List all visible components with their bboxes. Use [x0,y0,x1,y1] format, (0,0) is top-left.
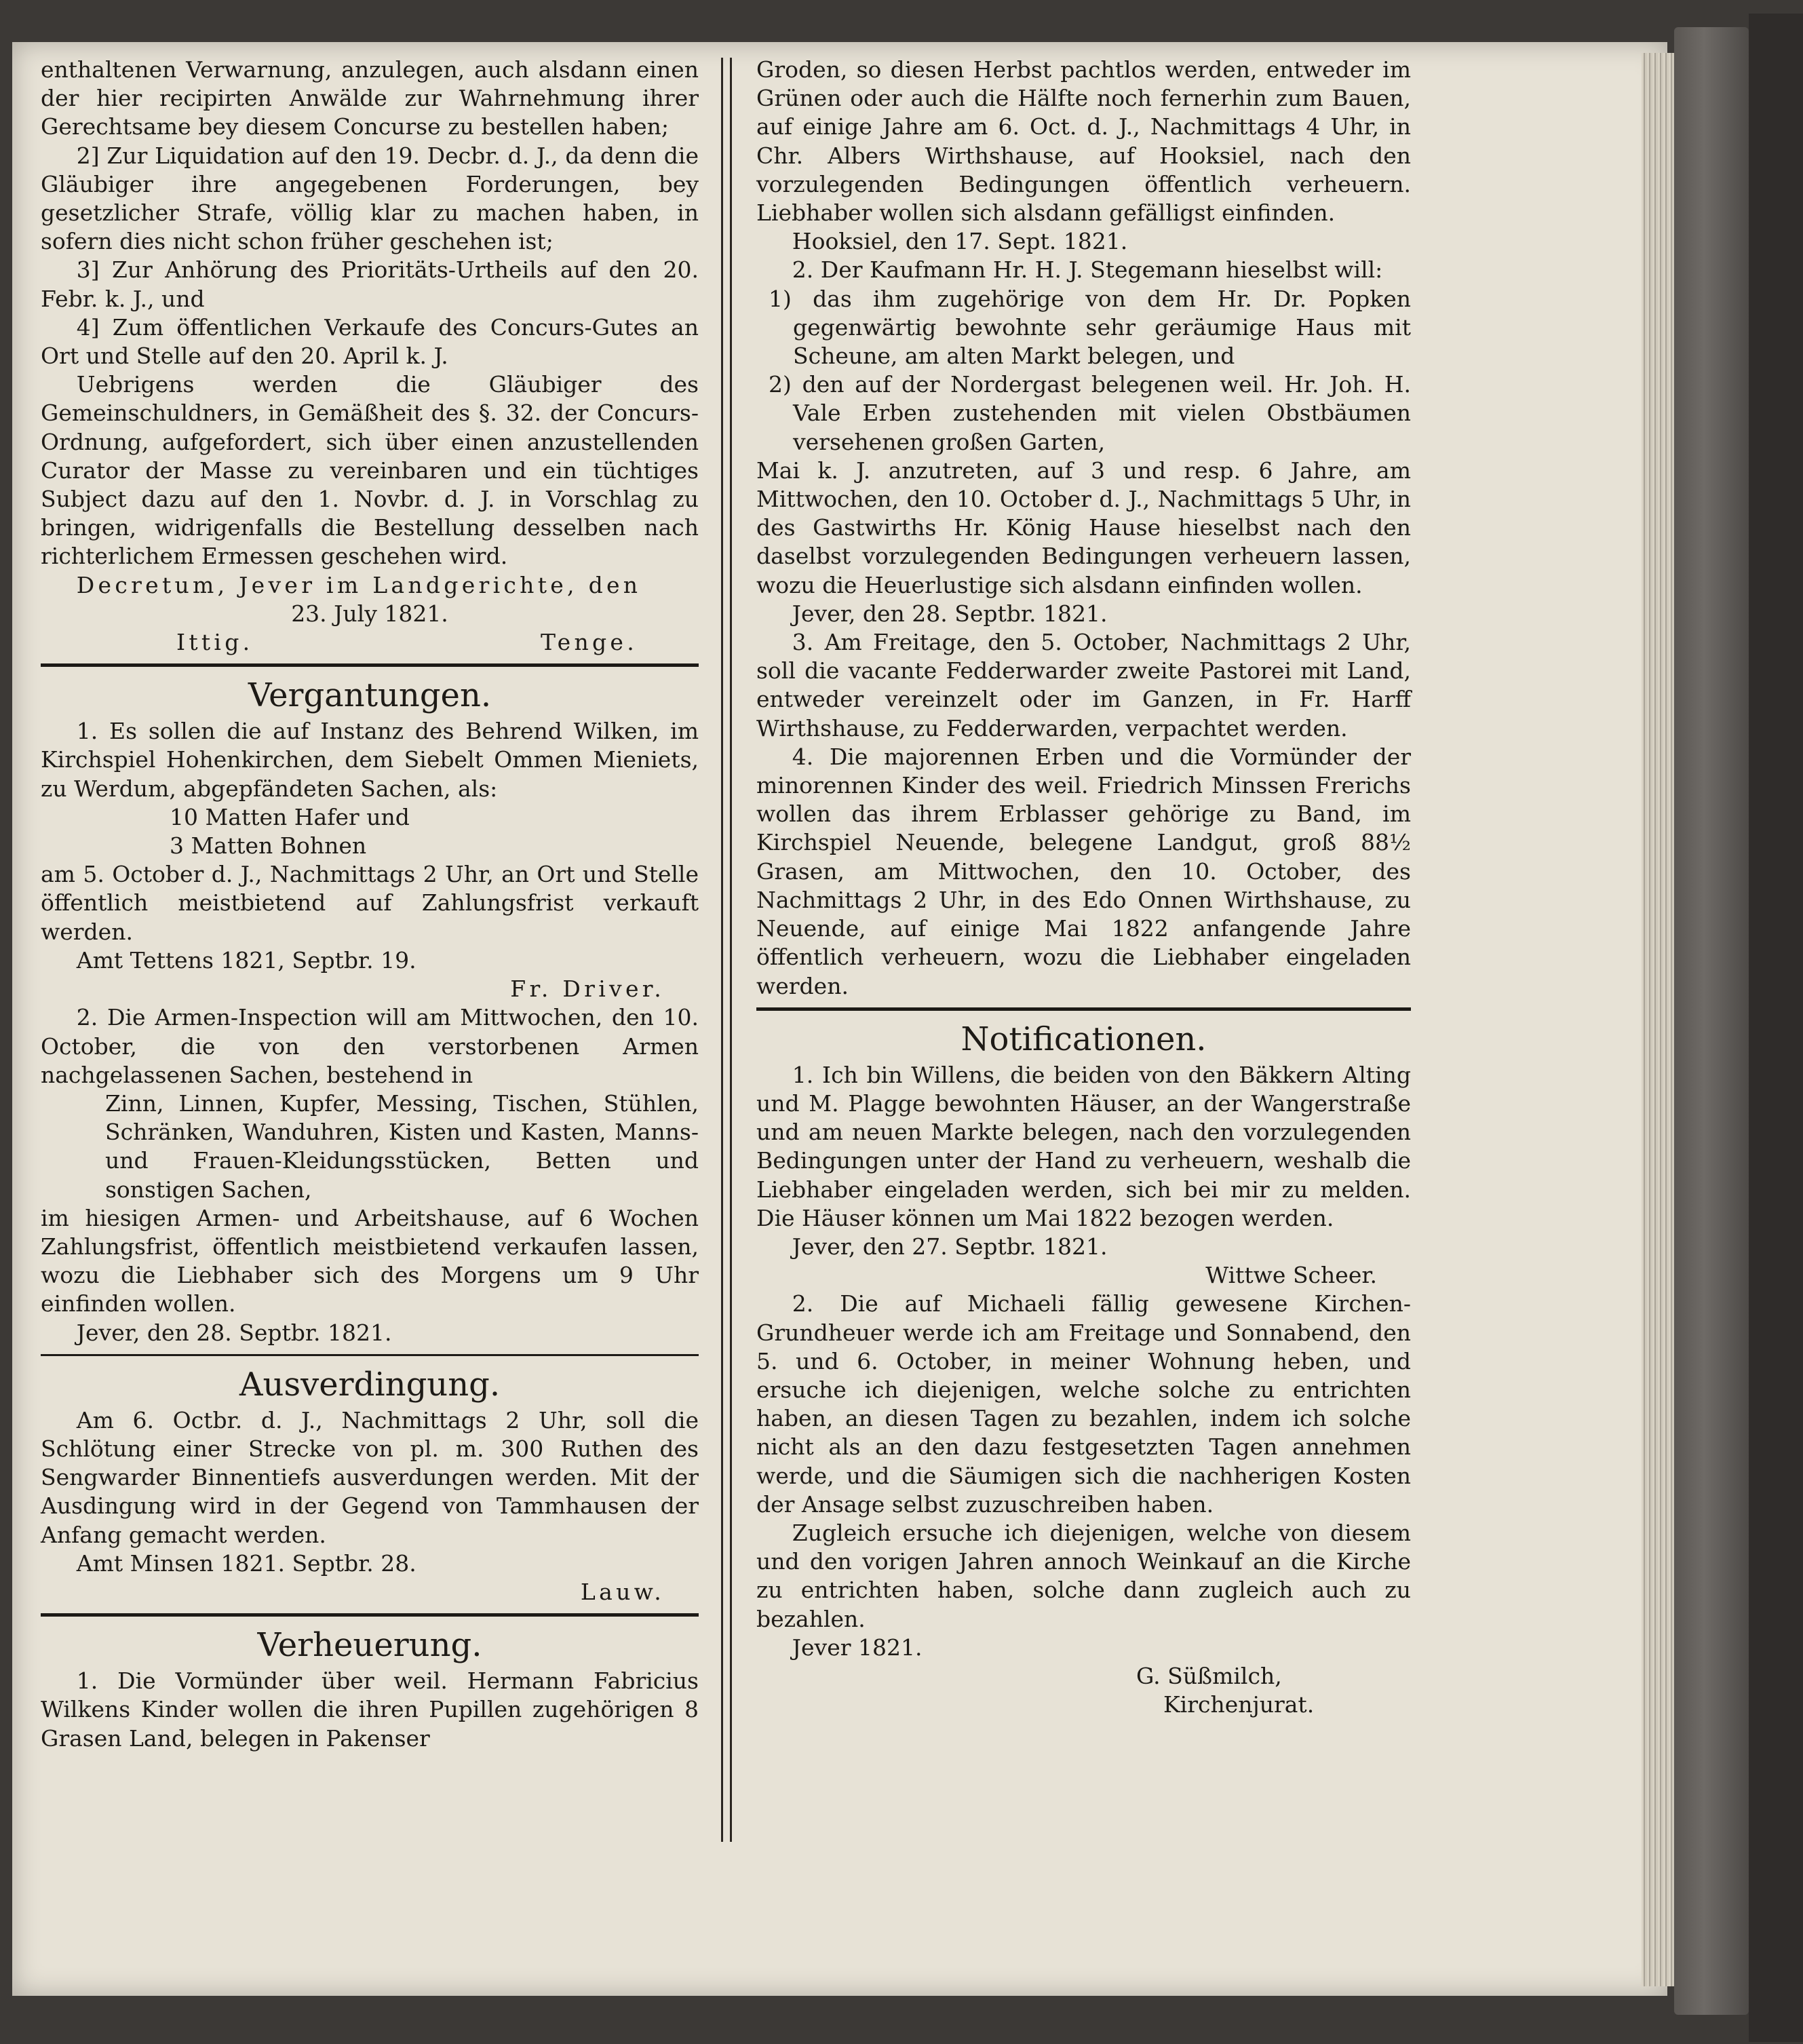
intro-paragraph: 2] Zur Liquidation auf den 19. Decbr. d. J., da denn die Gläubiger ihre angegebenen Forderungen, bey gesetzlicher Strafe, völlig klar zu machen haben, in sofern dies nicht schon früher geschehen ist; [41,142,699,255]
intro-paragraph: Uebrigens werden die Gläubiger des Gemeinschuldners, in Gemäßheit des §. 32. der Concurs-Ordnung, aufgefordert, sich über einen anzustellenden Curator der Masse zu vereinbaren und ein tüchtiges Subject dazu auf den 1. Novbr. d. J. in Vorschlag zu bringen, widrigenfalls die Bestellung desselben nach richterlichem Ermessen geschehen wird. [41,371,699,570]
goods-line: 10 Matten Hafer und [170,803,410,830]
signature-tenge: Tenge. [540,629,638,656]
section-title-vergantungen: Vergantungen. [248,676,492,715]
section-rule [756,1007,1411,1011]
signature-line: Wittwe Scheer. [1205,1262,1377,1289]
left-column [41,56,699,1753]
section-rule [41,1613,699,1617]
book-cover-edge [1749,14,1803,2042]
signature-line: Fr. Driver. [510,976,665,1003]
list-item: 2) den auf der Nordergast belegenen weil. Hr. Joh. H. Vale Erben zustehenden mit vielen Obstbäumen versehenen großen Garten, [769,371,1411,455]
signature-line: Lauw. [580,1578,665,1605]
goods-line: 3 Matten Bohnen [170,832,367,860]
decretum-line: Decretum, Jever im Landgerichte, den [76,571,642,598]
notice-paragraph: am 5. October d. J., Nachmittags 2 Uhr, an Ort und Stelle öffentlich meistbietend auf Zahlungsfrist verkauft werden. [41,861,699,945]
section-rule [41,663,699,667]
intro-paragraph: enthaltenen Verwarnung, anzulegen, auch alsdann einen der hier recipirten Anwälde zur Wahrnehmung ihrer Gerechtsame bey diesem Concurse zu bestellen haben; [41,56,699,140]
notice-paragraph: Groden, so diesen Herbst pachtlos werden, entweder im Grünen oder auch die Hälfte noch fernerhin zum Bauen, auf einige Jahre am 6. Oct. d. J., Nachmittags 4 Uhr, in Chr. Albers Wirthshause, auf Hooksiel, nach den vorzulegenden Bedingungen öffentlich verheuern. Liebhaber wollen sich alsdann gefälligst einfinden. [756,56,1411,227]
signature-role: Kirchenjurat. [1163,1691,1315,1718]
notice-paragraph: Am 6. Octbr. d. J., Nachmittags 2 Uhr, soll die Schlötung einer Strecke von pl. m. 300 Ruthen des Sengwarder Binnentiefs ausverdungen werden. Mit der Ausdingung wird in der Gegend von Tammhausen der Anfang gemacht werden. [41,1406,699,1548]
place-date-line: Jever, den 28. Septbr. 1821. [76,1319,392,1346]
book-spine-board [1674,27,1749,2015]
place-date-line: Amt Tettens 1821, Septbr. 19. [76,946,416,973]
notice-paragraph: 2. Die auf Michaeli fällig gewesene Kirchen-Grundheuer werde ich am Freitage und Sonnabend, den 5. und 6. October, in meiner Wohnung heben, und ersuche ich diejenigen, welche solche zu entrichten haben, an diesen Tagen zu bezahlen, indem ich solche nicht als an den dazu festgesetzten Tagen annehmen werde, und die Säumigen sich die nachherigen Kosten der Ansage selbst zuzuschreiben haben. [756,1290,1411,1518]
section-title-notificationen: Notificationen. [961,1020,1207,1058]
right-column [756,56,1411,1719]
notice-paragraph: 4. Die majorennen Erben und die Vormünder der minorennen Kinder des weil. Friedrich Minssen Frerichs wollen das ihrem Erblasser gehörige zu Band, im Kirchspiel Neuende, belegene Landgut, groß 88½ Grasen, am Mittwochen, den 10. October, des Nachmittags 2 Uhr, in des Edo Onnen Wirthshause, zu Neuende, auf einige Mai 1822 anfangende Jahre öffentlich verheuern, wozu die Liebhaber eingeladen werden. [756,743,1411,999]
section-title-verheuerung: Verheuerung. [257,1626,482,1665]
notice-paragraph: 1. Es sollen die auf Instanz des Behrend Wilken, im Kirchspiel Hohenkirchen, dem Siebelt Ommen Mieniets, zu Werdum, abgepfändeten Sachen, als: [41,718,699,802]
intro-paragraph: 3] Zur Anhörung des Prioritäts-Urtheils auf den 20. Febr. k. J., und [41,256,699,312]
goods-list: Zinn, Linnen, Kupfer, Messing, Tischen, Stühlen, Schränken, Wanduhren, Kisten und Kasten, Manns- und Frauen-Kleidungsstücken, Betten und sonstigen Sachen, [105,1090,699,1203]
place-date-line: Amt Minsen 1821. Septbr. 28. [76,1549,416,1577]
decretum-date: 23. July 1821. [291,600,448,627]
notice-paragraph: Mai k. J. anzutreten, auf 3 und resp. 6 Jahre, am Mittwochen, den 10. October d. J., Nachmittags 5 Uhr, in des Gastwirths Hr. König Hause hieselbst nach den daselbst vorzulegenden Bedingungen verheuern lassen, wozu die Heuerlustige sich alsdann einfinden wollen. [756,457,1411,598]
signature-ittig: Ittig. [176,629,254,656]
column-divider [721,58,732,1842]
intro-paragraph: 4] Zum öffentlichen Verkaufe des Concurs-Gutes an Ort und Stelle auf den 20. April k. J. [41,313,699,370]
signature-line: G. Süßmilch, [1136,1662,1282,1689]
list-item: 1) das ihm zugehörige von dem Hr. Dr. Popken gegenwärtig bewohnte sehr geräumige Haus mit Scheune, am alten Markt belegen, und [769,285,1411,370]
section-title-ausverdingung: Ausverdingung. [239,1365,501,1404]
decretum-signatures [41,628,699,657]
notice-paragraph: im hiesigen Armen- und Arbeitshause, auf 6 Wochen Zahlungsfrist, öffentlich meistbietend verkaufen lassen, wozu die Liebhaber sich des Morgens um 9 Uhr einfinden wollen. [41,1204,699,1317]
place-date-line: Jever, den 28. Septbr. 1821. [792,600,1108,627]
notice-paragraph: 3. Am Freitage, den 5. October, Nachmittags 2 Uhr, soll die vacante Fedderwarder zweite Pastorei mit Land, entweder vereinzelt oder im Ganzen, in Fr. Harff Wirthshause, zu Fedderwarden, verpachtet werden. [756,629,1411,741]
place-date-line: Hooksiel, den 17. Sept. 1821. [792,228,1128,255]
notice-paragraph: 1. Die Vormünder über weil. Hermann Fabricius Wilkens Kinder wollen die ihren Pupillen zugehörigen 8 Grasen Land, belegen in Pakenser [41,1667,699,1752]
notice-paragraph: Zugleich ersuche ich diejenigen, welche von diesem und den vorigen Jahren annoch Weinkauf an die Kirche zu entrichten haben, solche dann zugleich auch zu bezahlen. [756,1519,1411,1632]
notice-paragraph: 2. Der Kaufmann Hr. H. J. Stegemann hieselbst will: [792,256,1383,284]
place-date-line: Jever 1821. [792,1634,923,1661]
section-rule [41,1354,699,1356]
notice-paragraph: 1. Ich bin Willens, die beiden von den Bäkkern Alting und M. Plagge bewohnten Häuser, an der Wangerstraße und am neuen Markte belegen, nach den vorzulegenden Bedingungen unter der Hand zu verheuern, weshalb die Liebhaber eingeladen werden, sich bei mir zu melden. Die Häuser können um Mai 1822 bezogen werden. [756,1061,1411,1231]
page-edges [1642,53,1674,1986]
notice-paragraph: 2. Die Armen-Inspection will am Mittwochen, den 10. October, die von den verstorbenen Armen nachgelassenen Sachen, bestehend in [41,1004,699,1088]
place-date-line: Jever, den 27. Septbr. 1821. [792,1233,1108,1260]
